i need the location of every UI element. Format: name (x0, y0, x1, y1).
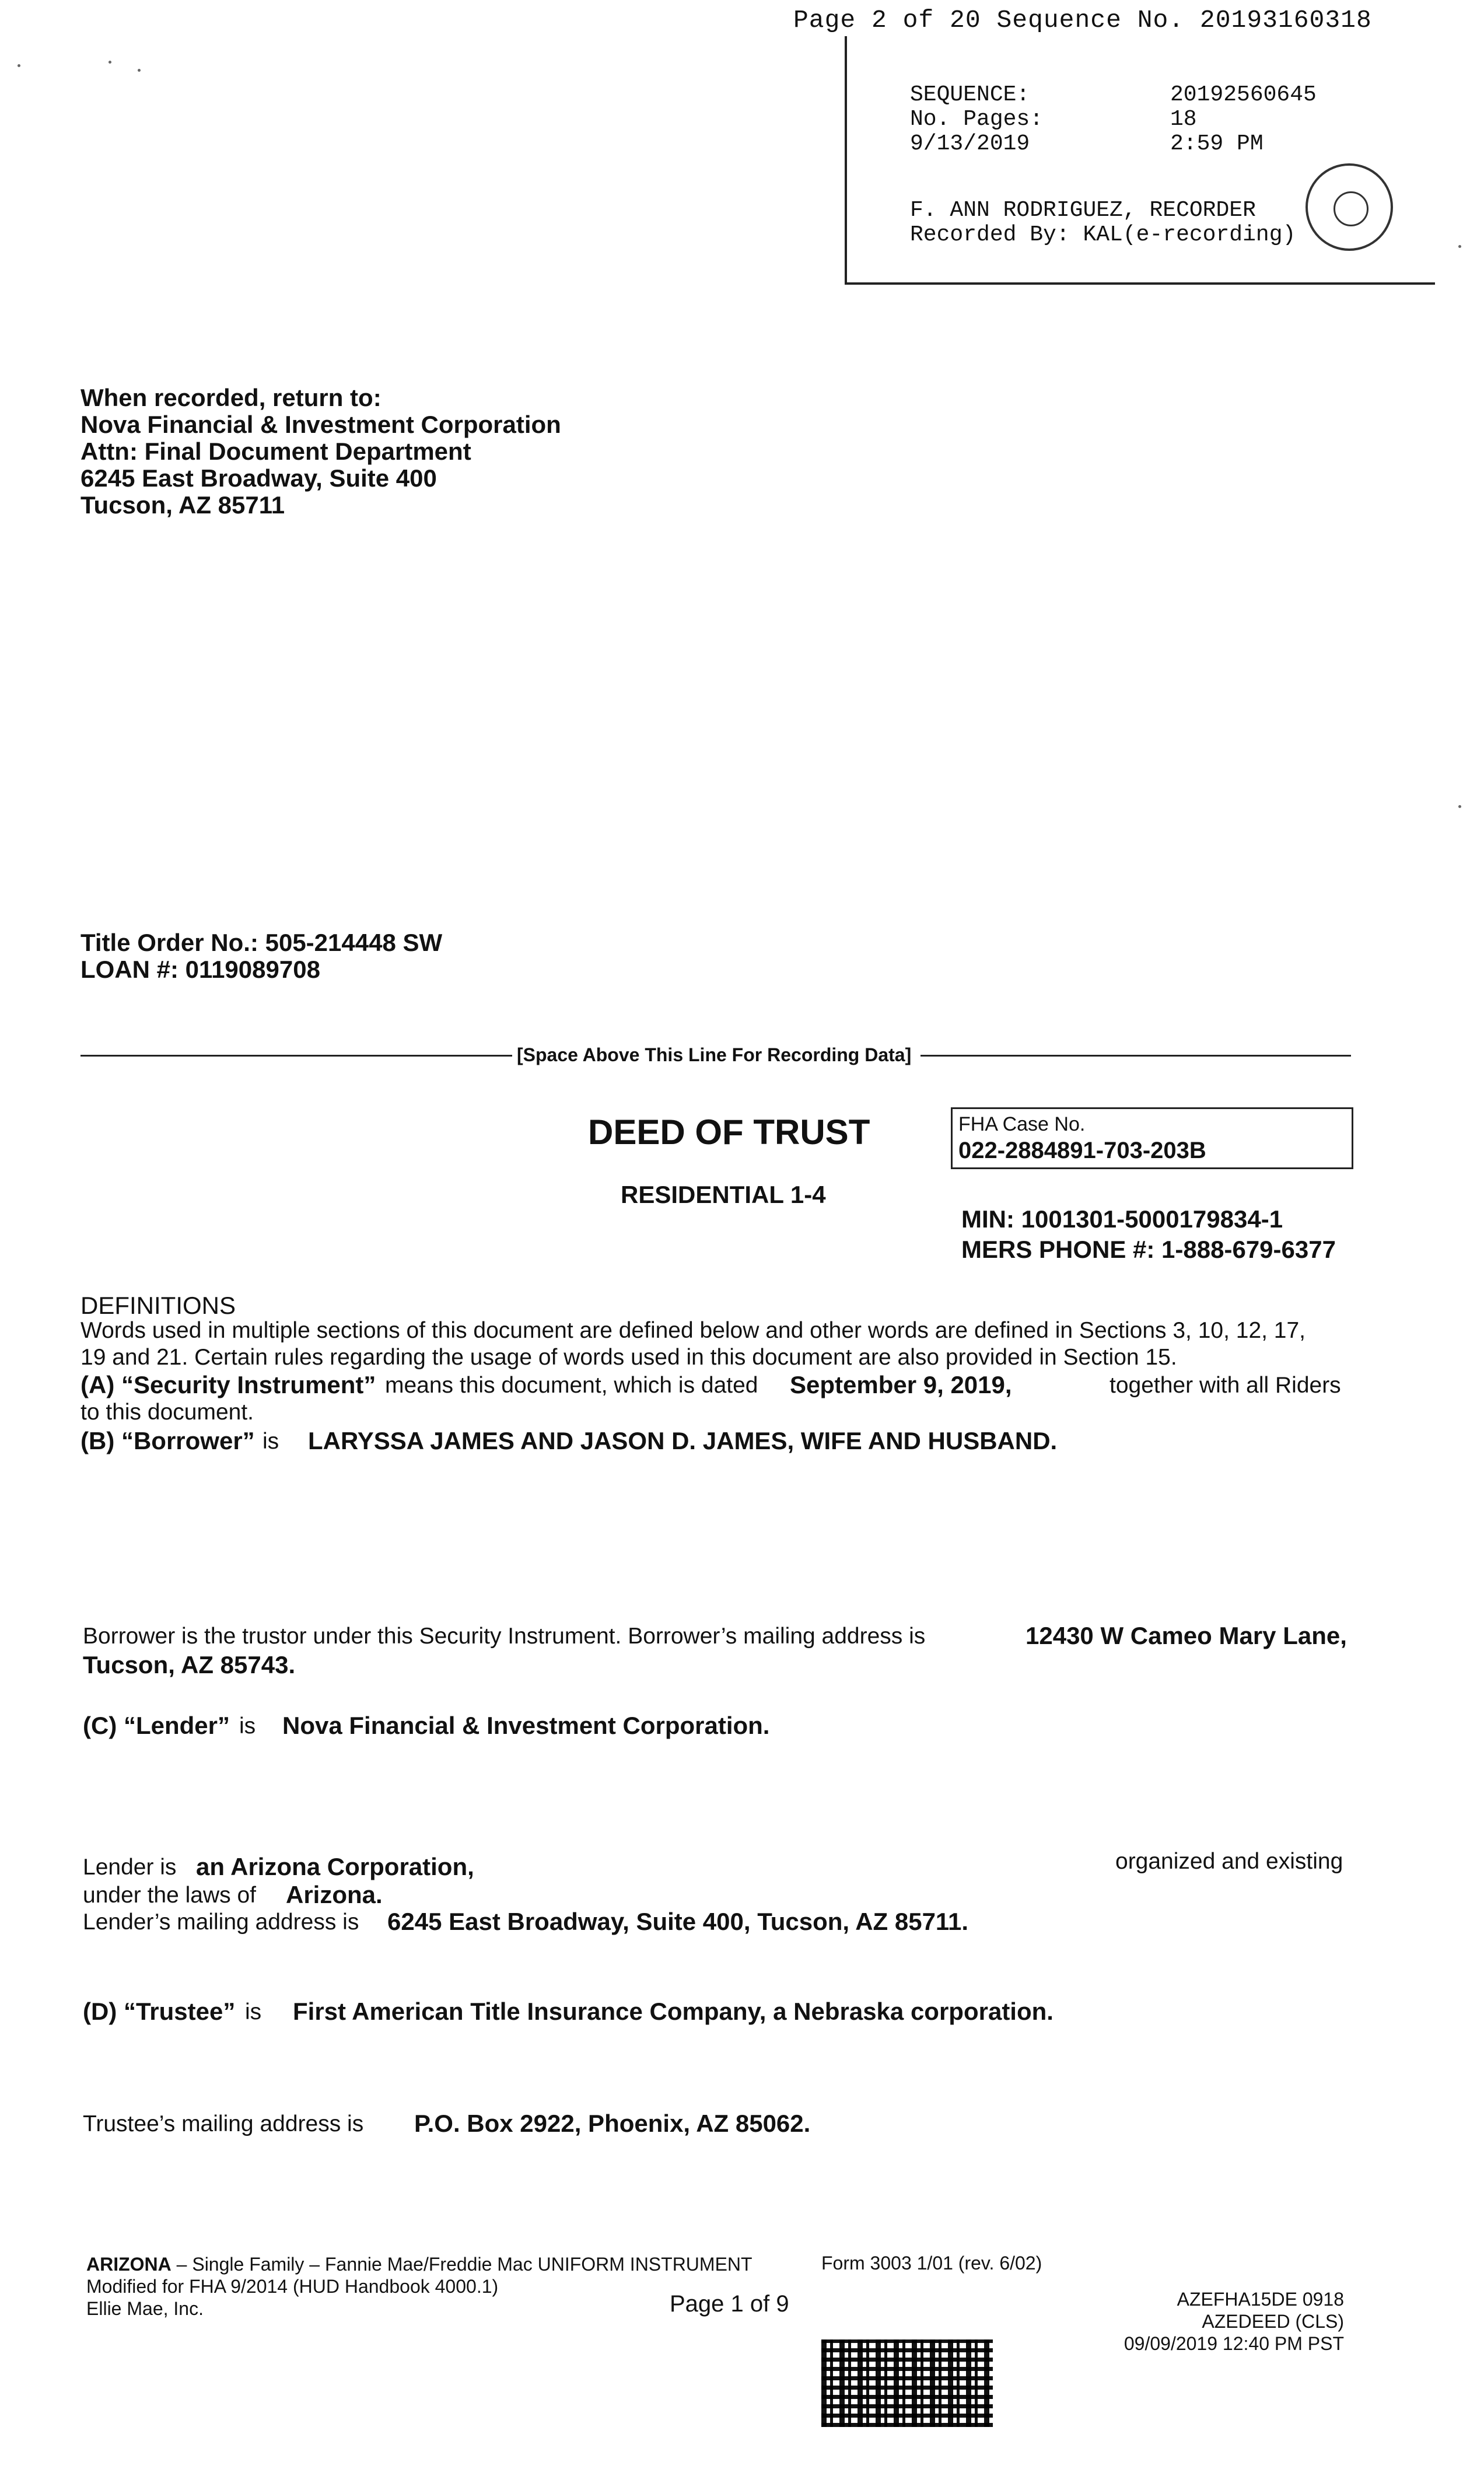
fha-case-box (951, 1107, 1353, 1169)
return-to-line3: 6245 East Broadway, Suite 400 (80, 464, 437, 492)
recording-time: 2:59 PM (1170, 131, 1264, 156)
title-order-number: Title Order No.: 505-214448 SW (80, 929, 443, 956)
definition-a-text: means this document, which is dated (385, 1373, 758, 1398)
scan-speck (1458, 805, 1461, 808)
county-recorder-seal (1306, 163, 1393, 251)
lender-name: Nova Financial & Investment Corporation. (282, 1712, 770, 1739)
footer-state: ARIZONA (86, 2254, 172, 2275)
footer-modified: Modified for FHA 9/2014 (HUD Handbook 4000.1) (86, 2276, 499, 2297)
pages-label: No. Pages: (910, 107, 1044, 132)
recording-divider-left (80, 1055, 512, 1057)
trustee-name: First American Title Insurance Company, a Nebraska corporation. (293, 1998, 1054, 2025)
mers-phone: MERS PHONE #: 1-888-679-6377 (961, 1236, 1336, 1263)
return-to-line2: Attn: Final Document Department (80, 438, 471, 465)
lender-address: 6245 East Broadway, Suite 400, Tucson, AZ 85711. (387, 1908, 969, 1935)
footer-form-number: Form 3003 1/01 (rev. 6/02) (821, 2253, 1042, 2274)
borrower-trustor-text: Borrower is the trustor under this Security Instrument. Borrower’s mailing address is (83, 1624, 926, 1649)
definition-a-label: (A) “Security Instrument” (80, 1371, 376, 1398)
pages-value: 18 (1170, 107, 1197, 132)
footer-code1: AZEFHA15DE 0918 (1177, 2289, 1344, 2310)
fha-case-number: 022-2884891-703-203B (958, 1138, 1206, 1163)
space-above-label: [Space Above This Line For Recording Data] (517, 1044, 912, 1065)
definitions-intro-line1: Words used in multiple sections of this document are defined below and other words are defined in Sections 3, 10, 12, 17, (80, 1318, 1306, 1343)
definitions-intro-line2: 19 and 21. Certain rules regarding the usage of words used in this document are also provided in Section 15. (80, 1345, 1177, 1370)
recording-date: 9/13/2019 (910, 131, 1030, 156)
trustee-address: P.O. Box 2922, Phoenix, AZ 85062. (414, 2110, 811, 2137)
footer-timestamp: 09/09/2019 12:40 PM PST (1124, 2333, 1344, 2354)
recorded-by: Recorded By: KAL(e-recording) (910, 222, 1296, 247)
recording-divider-right (921, 1055, 1351, 1057)
lender-organized-text: organized and existing (1115, 1849, 1343, 1874)
footer-form-desc: – Single Family – Fannie Mae/Freddie Mac UNIFORM INSTRUMENT (171, 2254, 752, 2275)
sequence-label: SEQUENCE: (910, 82, 1030, 107)
return-to-heading: When recorded, return to: (80, 384, 382, 411)
trustee-mailing-text: Trustee’s mailing address is (83, 2111, 364, 2136)
scan-speck (1458, 245, 1461, 248)
loan-number: LOAN #: 0119089708 (80, 956, 320, 983)
definition-b-is: is (262, 1429, 279, 1454)
document-title: DEED OF TRUST (588, 1113, 870, 1152)
min-number: MIN: 1001301-5000179834-1 (961, 1205, 1283, 1233)
definitions-heading: DEFINITIONS (80, 1292, 236, 1319)
document-subtitle: RESIDENTIAL 1-4 (621, 1181, 826, 1208)
definition-d-is: is (245, 1999, 262, 2024)
footer-company: Ellie Mae, Inc. (86, 2298, 204, 2319)
sequence-value: 20192560645 (1170, 82, 1317, 107)
scan-speck (138, 69, 141, 72)
scan-speck (108, 61, 111, 64)
definition-d-label: (D) “Trustee” (83, 1998, 236, 2025)
borrower-names: LARYSSA JAMES AND JASON D. JAMES, WIFE AND HUSBAND. (308, 1427, 1058, 1454)
definition-b-label: (B) “Borrower” (80, 1427, 255, 1454)
definition-c-label: (C) “Lender” (83, 1712, 230, 1739)
lender-laws-text: under the laws of (83, 1883, 257, 1908)
fha-case-label: FHA Case No. (958, 1113, 1086, 1135)
definition-c-is: is (239, 1713, 256, 1739)
definition-a-line2: to this document. (80, 1400, 254, 1425)
return-to-line1: Nova Financial & Investment Corporation (80, 411, 561, 438)
borrower-address-line2: Tucson, AZ 85743. (83, 1651, 296, 1678)
scan-speck (18, 64, 20, 67)
footer-code2: AZEDEED (CLS) (1202, 2311, 1344, 2332)
borrower-address-line1: 12430 W Cameo Mary Lane, (1026, 1622, 1347, 1649)
lender-type: an Arizona Corporation, (196, 1853, 474, 1880)
lender-mailing-text: Lender’s mailing address is (83, 1910, 359, 1935)
definition-a-tail: together with all Riders (1110, 1373, 1341, 1398)
return-to-line4: Tucson, AZ 85711 (80, 491, 285, 519)
datamatrix-barcode (821, 2339, 993, 2427)
recorder-name: F. ANN RODRIGUEZ, RECORDER (910, 198, 1256, 223)
footer-form-description (86, 2253, 752, 2275)
definition-a-date: September 9, 2019, (790, 1371, 1012, 1398)
lender-is-text: Lender is (83, 1855, 177, 1880)
lender-state: Arizona. (286, 1881, 383, 1908)
recorder-page-header: Page 2 of 20 Sequence No. 20193160318 (793, 6, 1372, 34)
footer-page-number: Page 1 of 9 (670, 2291, 789, 2317)
